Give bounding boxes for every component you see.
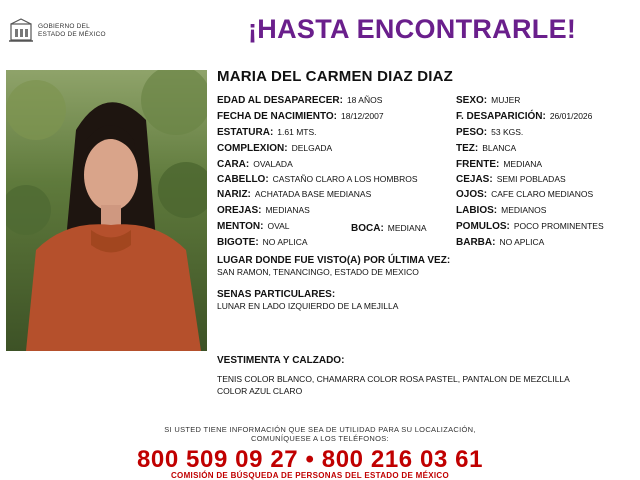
label: ESTATURA:: [217, 127, 274, 138]
label: PESO:: [456, 127, 488, 138]
field-weight: [456, 127, 523, 138]
value: CASTAÑO CLARO A LOS HOMBROS: [272, 174, 418, 184]
value: POCO PROMINENTES: [513, 221, 604, 231]
phone-2[interactable]: 800 216 03 61: [321, 446, 484, 473]
state-seal-icon: [8, 18, 34, 44]
label: OJOS:: [456, 189, 488, 200]
logo-text: [38, 23, 106, 39]
label: SEXO:: [456, 95, 488, 106]
field-disappearance-date: [456, 111, 592, 122]
field-beard: [456, 237, 544, 248]
logo-line-2: ESTADO DE MÉXICO: [38, 31, 106, 38]
value: 18/12/2007: [341, 111, 384, 121]
last-seen-value: SAN RAMON, TENANCINGO, ESTADO DE MEXICO: [217, 267, 419, 277]
field-height: [217, 127, 317, 138]
field-sex: [456, 95, 520, 106]
value: OVAL: [267, 221, 290, 231]
field-age: [217, 95, 382, 106]
label: NARIZ:: [217, 189, 251, 200]
value: DELGADA: [291, 143, 333, 153]
contact-note-line-2: COMUNÍQUESE A LOS TELÉFONOS:: [251, 434, 389, 443]
value: SEMI POBLADAS: [496, 174, 566, 184]
field-forehead: [456, 159, 542, 170]
last-seen-label: LUGAR DONDE FUE VISTO(A) POR ÚLTIMA VEZ:: [217, 255, 451, 266]
field-mouth: [351, 223, 427, 234]
value: OVALADA: [253, 159, 293, 169]
person-name: MARIA DEL CARMEN DIAZ DIAZ: [217, 68, 454, 85]
phone-numbers: [0, 446, 620, 474]
value: NO APLICA: [499, 237, 545, 247]
clothing-value-line-2: COLOR AZUL CLARO: [217, 386, 303, 396]
contact-note-line-1: SI USTED TIENE INFORMACIÓN QUE SEA DE UTILIDAD PARA SU LOCALIZACIÓN,: [164, 425, 476, 434]
label: CEJAS:: [456, 174, 493, 185]
field-nose: [217, 189, 371, 200]
distinctive-marks-value: LUNAR EN LADO IZQUIERDO DE LA MEJILLA: [217, 301, 399, 311]
label: COMPLEXION:: [217, 143, 288, 154]
label: CARA:: [217, 159, 250, 170]
value: CAFE CLARO MEDIANOS: [491, 189, 594, 199]
label: FECHA DE NACIMIENTO:: [217, 111, 337, 122]
label: EDAD AL DESAPARECER:: [217, 95, 343, 106]
value: MEDIANA: [503, 159, 543, 169]
label: MENTON:: [217, 221, 264, 232]
clothing-value-line-1: TENIS COLOR BLANCO, CHAMARRA COLOR ROSA PASTEL, PANTALON DE MEZCLILLA: [217, 374, 570, 384]
field-eyes: [456, 189, 593, 200]
field-eyebrows: [456, 174, 566, 185]
bullet-separator: •: [305, 446, 322, 473]
distinctive-marks-label: SENAS PARTICULARES:: [217, 289, 336, 300]
label: BARBA:: [456, 237, 496, 248]
label: FRENTE:: [456, 159, 500, 170]
label: BIGOTE:: [217, 237, 259, 248]
field-lips: [456, 205, 546, 216]
headline: ¡HASTA ENCONTRARLE!: [248, 14, 577, 44]
commission-name: COMISIÓN DE BÚSQUEDA DE PERSONAS DEL ESTADO DE MÉXICO: [170, 471, 449, 480]
value: BLANCA: [482, 143, 517, 153]
value: 1.61 MTS.: [277, 127, 317, 137]
label: F. DESAPARICIÓN:: [456, 111, 546, 122]
value: 53 KGS.: [491, 127, 524, 137]
label: BOCA:: [351, 223, 384, 234]
field-ears: [217, 205, 310, 216]
label: LABIOS:: [456, 205, 498, 216]
value: ACHATADA BASE MEDIANAS: [254, 189, 372, 199]
phone-1[interactable]: 800 509 09 27: [136, 446, 299, 473]
value: 26/01/2026: [549, 111, 593, 121]
label: TEZ:: [456, 143, 479, 154]
clothing-label: VESTIMENTA Y CALZADO:: [217, 355, 345, 366]
field-birthdate: [217, 111, 384, 122]
logo-line-1: GOBIERNO DEL: [38, 23, 90, 30]
field-face: [217, 159, 293, 170]
field-hair: [217, 174, 418, 185]
value: MEDIANA: [387, 223, 427, 233]
value: 18 AÑOS: [346, 95, 383, 105]
label: OREJAS:: [217, 205, 262, 216]
value: NO APLICA: [262, 237, 308, 247]
field-cheekbones: [456, 221, 604, 232]
field-complexion: [456, 143, 516, 154]
government-logo: [8, 18, 118, 46]
field-mustache: [217, 237, 308, 248]
value: MUJER: [491, 95, 521, 105]
missing-person-photo: [6, 70, 207, 351]
field-build: [217, 143, 332, 154]
label: CABELLO:: [217, 174, 269, 185]
value: MEDIANAS: [265, 205, 310, 215]
field-chin: [217, 221, 290, 232]
label: POMULOS:: [456, 221, 510, 232]
value: MEDIANOS: [501, 205, 547, 215]
